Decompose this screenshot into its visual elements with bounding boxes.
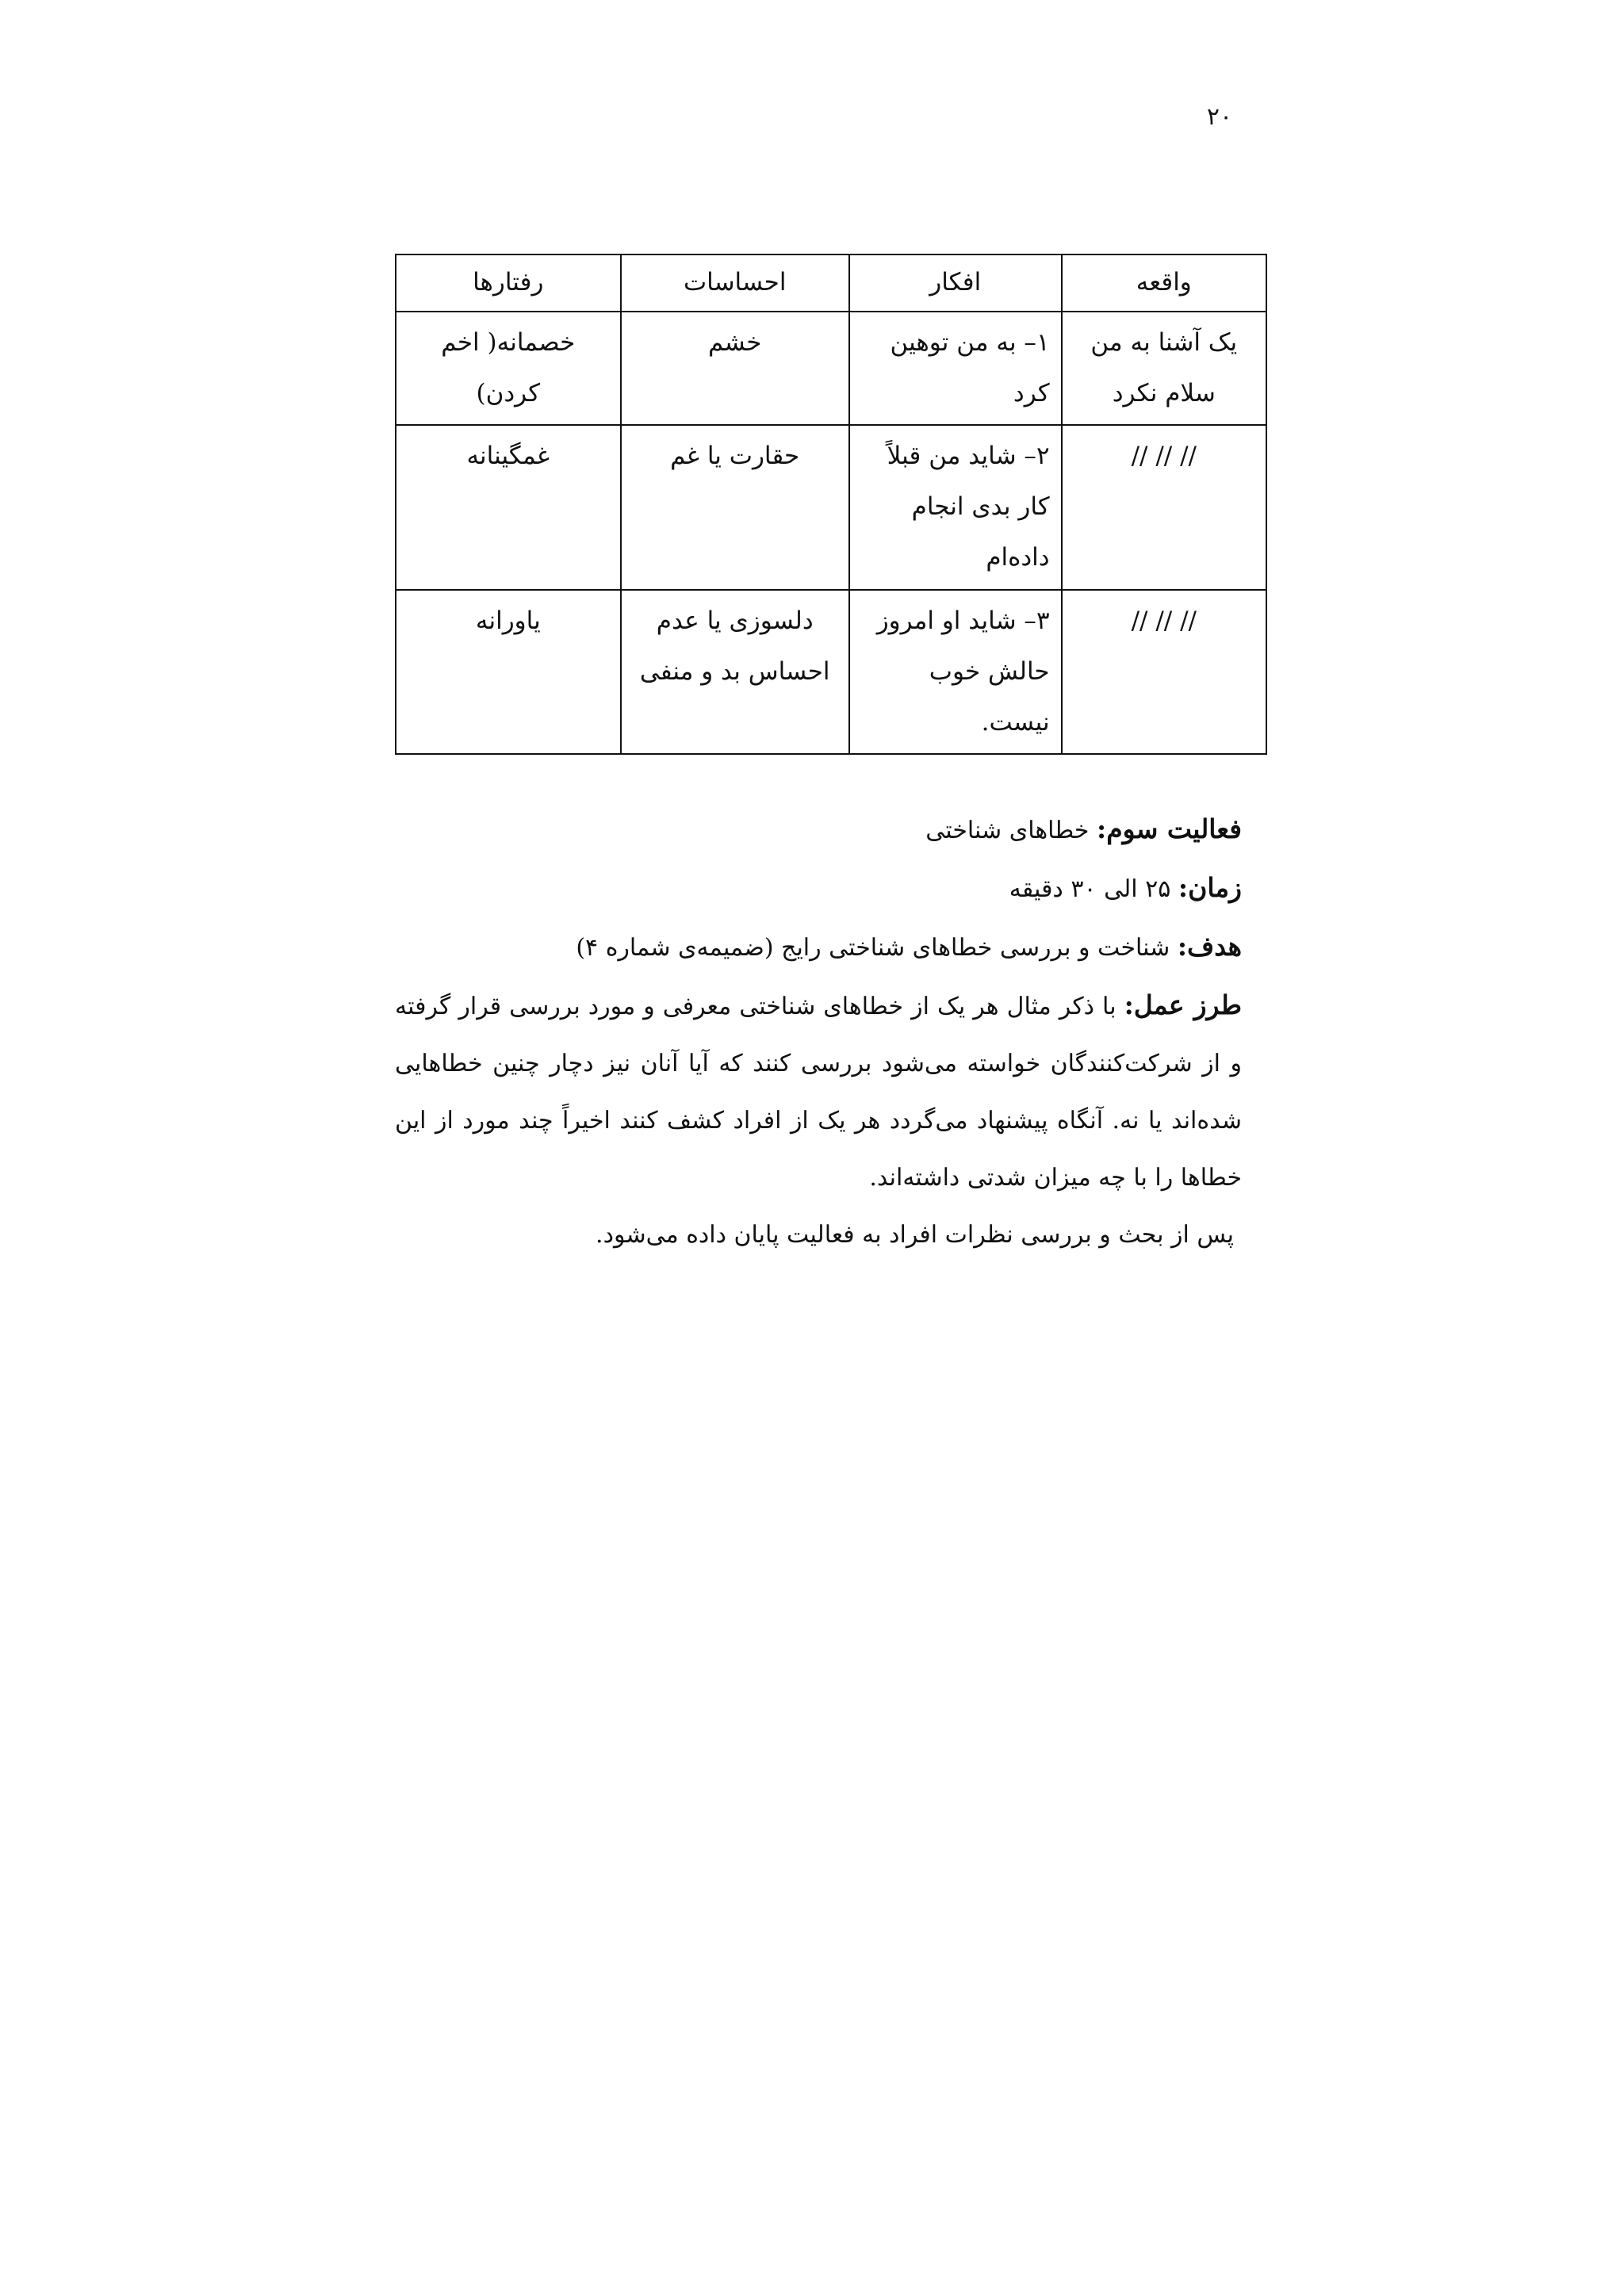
cell-event: // // // [1062,590,1266,755]
cell-behavior: خصمانه( اخم کردن) [396,312,621,425]
table-row [396,590,1266,755]
activity-title-label: فعالیت سوم: [1097,813,1242,844]
cell-event: // // // [1062,425,1266,589]
cell-feeling: خشم [621,312,849,425]
table-row [396,425,1266,589]
thoughts-feelings-table [395,254,1267,755]
activity-title [395,801,1242,859]
header-behaviors: رفتارها [396,254,621,312]
header-thoughts: افکار [849,254,1062,312]
cell-feeling: حقارت یا غم [621,425,849,589]
header-event: واقعه [1062,254,1266,312]
cell-thought: ۱– به من توهین کرد [849,312,1062,425]
cell-feeling: دلسوزی یا عدم احساس بد و منفی [621,590,849,755]
page-number: ۲۰ [1206,103,1233,131]
activity-method [395,977,1242,1207]
activity-title-value: خطاهای شناختی [925,817,1090,844]
activity-goal-label: هدف: [1177,931,1242,962]
table-header-row [396,254,1266,312]
activity-method-label: طرز عمل: [1124,989,1242,1020]
activity-time-label: زمان: [1178,872,1242,903]
activity-goal [395,918,1242,977]
cell-behavior: غمگینانه [396,425,621,589]
cell-event: یک آشنا به من سلام نکرد [1062,312,1266,425]
activity-closing: پس از بحث و بررسی نظرات افراد به فعالیت پایان داده می‌شود. [596,1221,1234,1249]
table-row [396,312,1266,425]
activity-time [395,859,1242,918]
activity-section [395,801,1242,1264]
cell-behavior: یاورانه [396,590,621,755]
activity-method-value: با ذکر مثال هر یک از خطاهای شناختی معرفی و مورد بررسی قرار گرفته و از شرکت‌کنندگان خواسته می‌شود بررسی کنند که آیا آنان نیز دچار چنین خطاهایی شده‌اند یا نه. آنگاه پیشنهاد می‌گردد هر یک از افراد کشف کنند اخیراً چند مورد از این خطاها را با چه میزان شدتی داشته‌اند. [395,993,1242,1192]
cell-thought: ۳– شاید او امروز حالش خوب نیست. [849,590,1062,755]
activity-time-value: ۲۵ الی ۳۰ دقیقه [1009,875,1171,903]
cell-thought: ۲– شاید من قبلاً کار بدی انجام داده‌ام [849,425,1062,589]
activity-goal-value: شناخت و بررسی خطاهای شناختی رایج (ضمیمه‌ی شماره ۴) [576,934,1170,962]
header-feelings: احساسات [621,254,849,312]
